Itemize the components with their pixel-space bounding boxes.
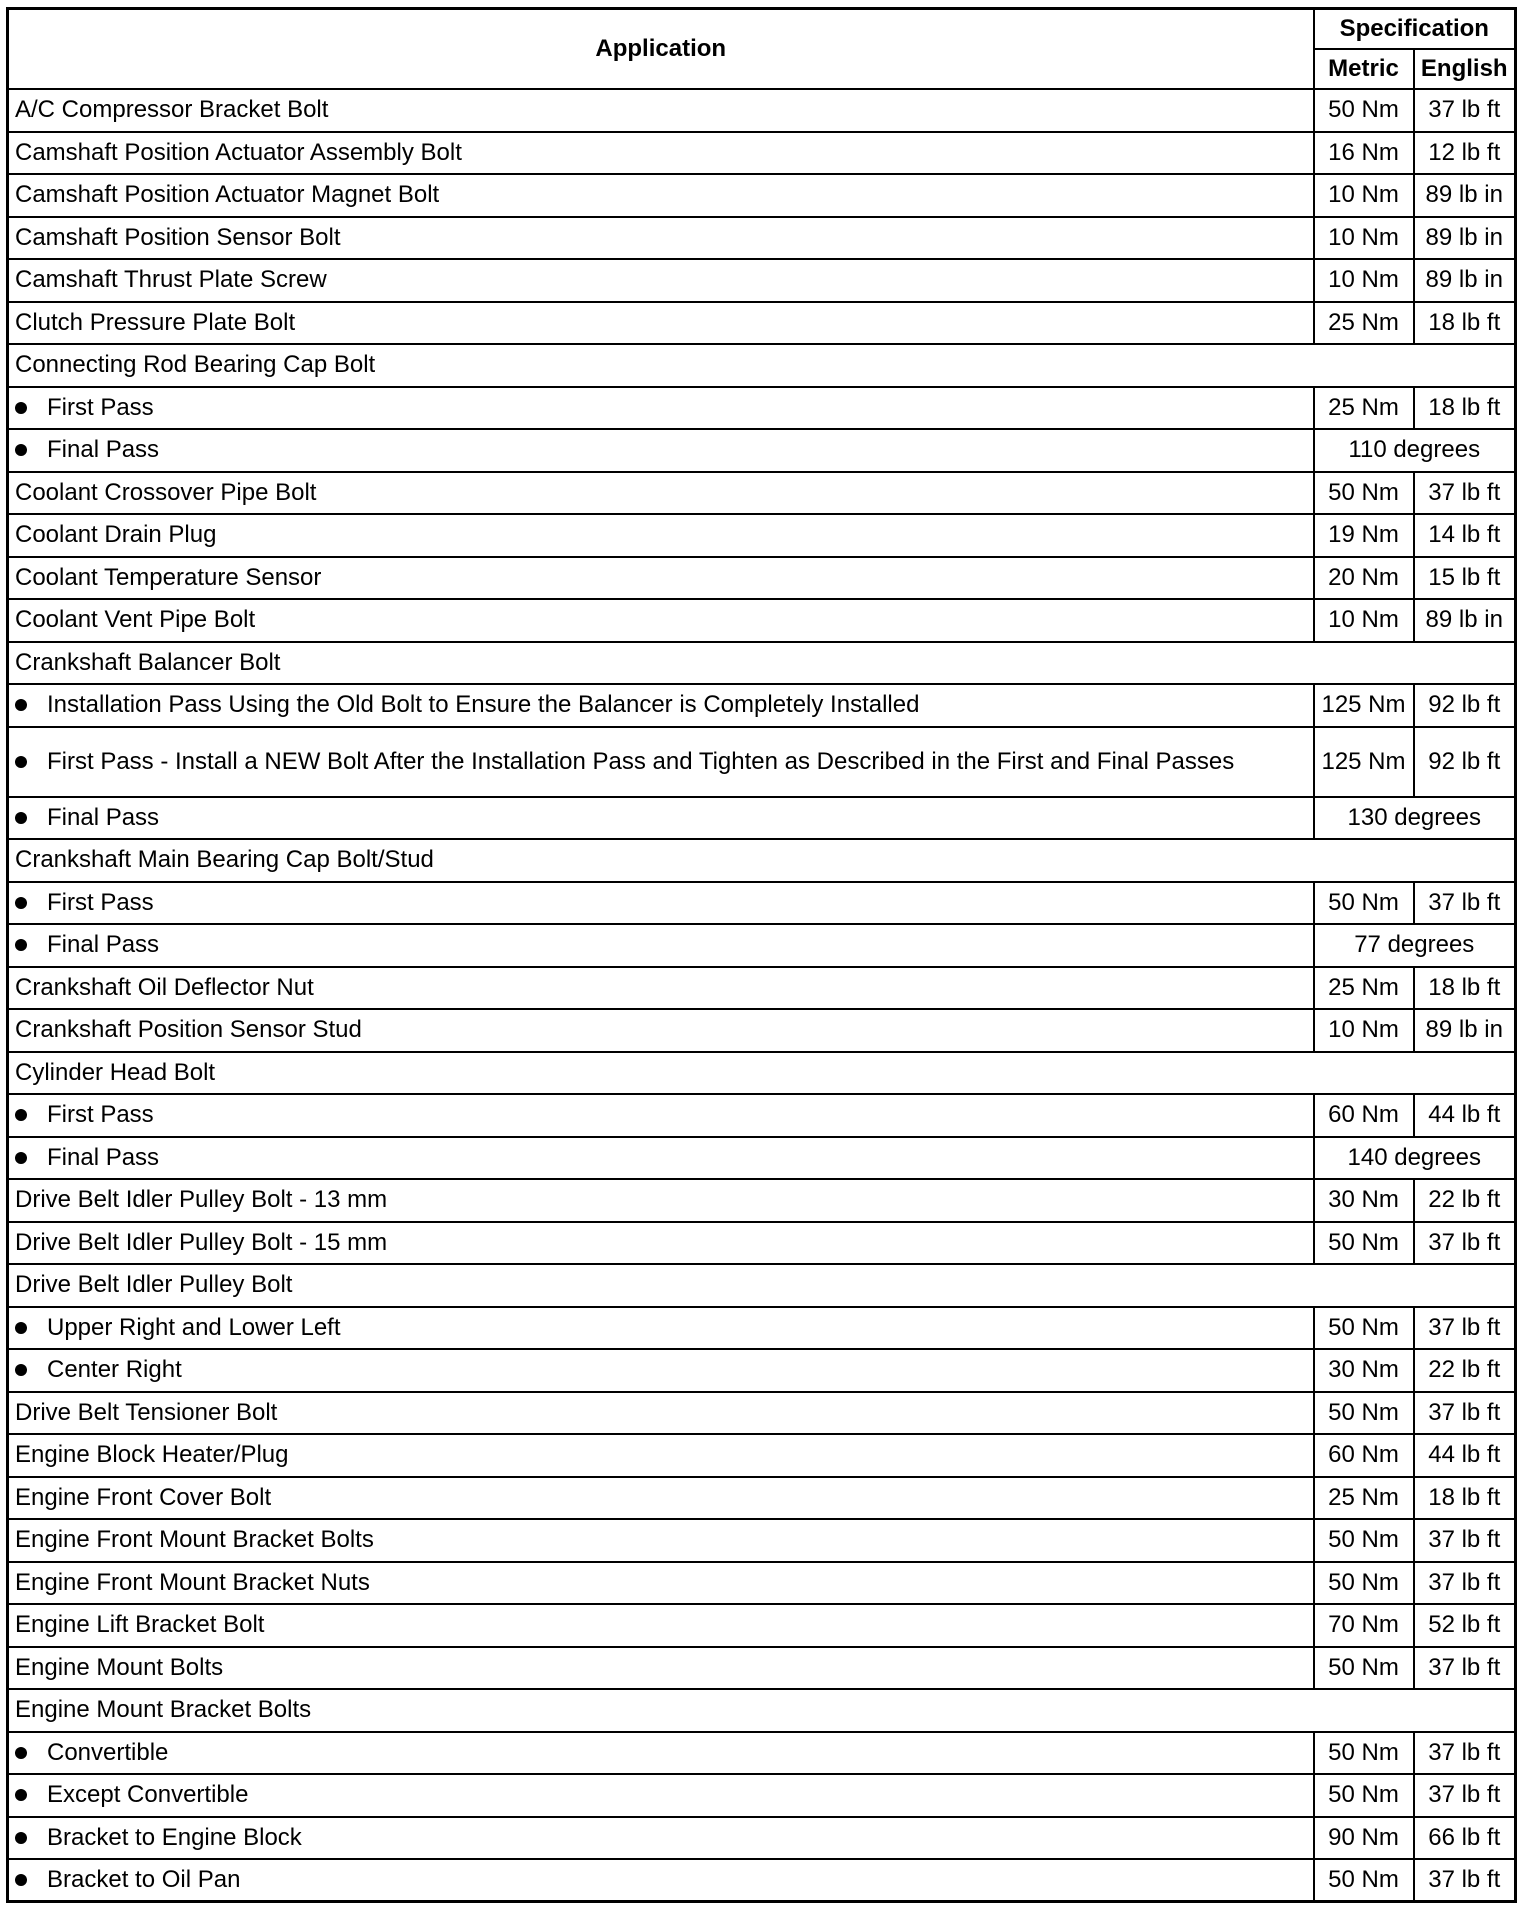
metric-cell: 30 Nm (1314, 1349, 1414, 1392)
sub-application-label: Upper Right and Lower Left (47, 1313, 341, 1341)
table-row (8, 557, 1516, 600)
bullet-icon (15, 897, 27, 909)
group-label: Cylinder Head Bolt (8, 1052, 1516, 1095)
sub-application-label: Final Pass (47, 803, 160, 831)
english-cell: 18 lb ft (1414, 302, 1516, 345)
sub-application-cell (8, 387, 1314, 430)
table-row (8, 1774, 1516, 1817)
english-cell: 37 lb ft (1414, 1392, 1516, 1435)
metric-cell: 16 Nm (1314, 132, 1414, 175)
bullet-icon (15, 1109, 27, 1121)
application-cell: Drive Belt Tensioner Bolt (8, 1392, 1314, 1435)
application-cell: Engine Block Heater/Plug (8, 1434, 1314, 1477)
bullet-icon (15, 812, 27, 824)
sub-application-cell (8, 1349, 1314, 1392)
english-cell: 37 lb ft (1414, 1859, 1516, 1902)
sub-application-label: Convertible (47, 1738, 169, 1766)
table-row (8, 1179, 1516, 1222)
english-cell: 22 lb ft (1414, 1179, 1516, 1222)
metric-cell: 19 Nm (1314, 514, 1414, 557)
sub-application-label: Final Pass (47, 436, 160, 464)
english-cell: 37 lb ft (1414, 1562, 1516, 1605)
sub-application-cell (8, 882, 1314, 925)
metric-cell: 25 Nm (1314, 1477, 1414, 1520)
group-row (8, 344, 1516, 387)
metric-cell: 50 Nm (1314, 1859, 1414, 1902)
english-cell: 66 lb ft (1414, 1817, 1516, 1860)
metric-cell: 50 Nm (1314, 1647, 1414, 1690)
application-cell: Coolant Vent Pipe Bolt (8, 599, 1314, 642)
table-row (8, 1477, 1516, 1520)
application-cell: Drive Belt Idler Pulley Bolt - 13 mm (8, 1179, 1314, 1222)
metric-cell: 60 Nm (1314, 1094, 1414, 1137)
bullet-icon (15, 1874, 27, 1886)
angle-spec-cell: 130 degrees (1314, 797, 1516, 840)
sub-application-cell (8, 1774, 1314, 1817)
bullet-icon (15, 1322, 27, 1334)
bullet-icon (15, 1152, 27, 1164)
group-label: Crankshaft Balancer Bolt (8, 642, 1516, 685)
group-row (8, 642, 1516, 685)
sub-application-cell (8, 1817, 1314, 1860)
english-cell: 37 lb ft (1414, 1732, 1516, 1775)
metric-cell: 30 Nm (1314, 1179, 1414, 1222)
metric-cell: 125 Nm (1314, 684, 1414, 727)
bullet-icon (15, 1364, 27, 1376)
metric-cell: 10 Nm (1314, 259, 1414, 302)
table-row (8, 1307, 1516, 1350)
bullet-icon (15, 1789, 27, 1801)
application-cell: Coolant Temperature Sensor (8, 557, 1314, 600)
group-label: Crankshaft Main Bearing Cap Bolt/Stud (8, 839, 1516, 882)
english-cell: 52 lb ft (1414, 1604, 1516, 1647)
english-cell: 15 lb ft (1414, 557, 1516, 600)
application-cell: Camshaft Position Actuator Assembly Bolt (8, 132, 1314, 175)
metric-cell: 25 Nm (1314, 302, 1414, 345)
sub-application-cell (8, 1732, 1314, 1775)
application-cell: Clutch Pressure Plate Bolt (8, 302, 1314, 345)
group-row (8, 1052, 1516, 1095)
english-cell: 44 lb ft (1414, 1434, 1516, 1477)
english-cell: 89 lb in (1414, 599, 1516, 642)
metric-cell: 25 Nm (1314, 967, 1414, 1010)
metric-cell: 125 Nm (1314, 727, 1414, 797)
application-cell: Drive Belt Idler Pulley Bolt - 15 mm (8, 1222, 1314, 1265)
table-row (8, 1392, 1516, 1435)
table-header (8, 9, 1516, 90)
application-cell: Camshaft Position Actuator Magnet Bolt (8, 174, 1314, 217)
sub-application-cell (8, 924, 1314, 967)
english-cell: 14 lb ft (1414, 514, 1516, 557)
table-row (8, 217, 1516, 260)
sub-application-label: First Pass (47, 393, 154, 421)
english-cell: 89 lb in (1414, 259, 1516, 302)
bullet-icon (15, 756, 27, 768)
sub-application-label: Bracket to Oil Pan (47, 1866, 241, 1893)
table-row (8, 429, 1516, 472)
english-cell: 37 lb ft (1414, 1774, 1516, 1817)
table-row (8, 727, 1516, 797)
application-cell: Engine Lift Bracket Bolt (8, 1604, 1314, 1647)
table-row (8, 967, 1516, 1010)
metric-cell: 60 Nm (1314, 1434, 1414, 1477)
metric-cell: 50 Nm (1314, 89, 1414, 132)
group-row (8, 1689, 1516, 1732)
english-cell: 92 lb ft (1414, 727, 1516, 797)
torque-spec-table (6, 7, 1517, 1903)
application-cell: Coolant Crossover Pipe Bolt (8, 472, 1314, 515)
bullet-icon (15, 1832, 27, 1844)
table-row (8, 1817, 1516, 1860)
application-cell: Engine Front Cover Bolt (8, 1477, 1314, 1520)
table-row (8, 1647, 1516, 1690)
table-row (8, 132, 1516, 175)
sub-application-label: First Pass (47, 1101, 154, 1129)
group-label: Connecting Rod Bearing Cap Bolt (8, 344, 1516, 387)
sub-application-cell (8, 429, 1314, 472)
application-cell: Camshaft Position Sensor Bolt (8, 217, 1314, 260)
metric-cell: 50 Nm (1314, 882, 1414, 925)
application-cell: Engine Front Mount Bracket Nuts (8, 1562, 1314, 1605)
table-row (8, 599, 1516, 642)
sub-application-label: Final Pass (47, 931, 160, 959)
table-row (8, 1732, 1516, 1775)
sub-application-label: First Pass (47, 888, 154, 916)
table-row (8, 174, 1516, 217)
sub-application-cell (8, 727, 1314, 797)
metric-cell: 50 Nm (1314, 1307, 1414, 1350)
application-cell: Crankshaft Oil Deflector Nut (8, 967, 1314, 1010)
application-cell: Camshaft Thrust Plate Screw (8, 259, 1314, 302)
metric-cell: 10 Nm (1314, 1009, 1414, 1052)
table-row (8, 472, 1516, 515)
metric-cell: 50 Nm (1314, 472, 1414, 515)
table-row (8, 882, 1516, 925)
table-row (8, 684, 1516, 727)
english-cell: 18 lb ft (1414, 387, 1516, 430)
metric-cell: 50 Nm (1314, 1774, 1414, 1817)
sub-application-cell (8, 1307, 1314, 1350)
sub-application-label: First Pass - Install a NEW Bolt After the Installation Pass and Tighten as Described in the First and Final Passes (47, 747, 1235, 775)
sub-application-cell (8, 1859, 1314, 1902)
english-cell: 92 lb ft (1414, 684, 1516, 727)
group-row (8, 1264, 1516, 1307)
group-label: Engine Mount Bracket Bolts (8, 1689, 1516, 1732)
metric-cell: 70 Nm (1314, 1604, 1414, 1647)
english-cell: 37 lb ft (1414, 1307, 1516, 1350)
table-row (8, 1222, 1516, 1265)
english-header: English (1414, 49, 1516, 89)
sub-application-cell (8, 797, 1314, 840)
metric-cell: 50 Nm (1314, 1562, 1414, 1605)
english-cell: 37 lb ft (1414, 89, 1516, 132)
table-row (8, 1094, 1516, 1137)
metric-cell: 25 Nm (1314, 387, 1414, 430)
table-row (8, 1562, 1516, 1605)
metric-cell: 50 Nm (1314, 1392, 1414, 1435)
table-row (8, 1137, 1516, 1180)
application-header: Application (8, 9, 1314, 90)
sub-application-label: Installation Pass Using the Old Bolt to Ensure the Balancer is Completely Installed (47, 691, 920, 719)
english-cell: 18 lb ft (1414, 967, 1516, 1010)
angle-spec-cell: 140 degrees (1314, 1137, 1516, 1180)
sub-application-label: Except Convertible (47, 1781, 249, 1809)
metric-cell: 50 Nm (1314, 1519, 1414, 1562)
application-cell: Engine Mount Bolts (8, 1647, 1314, 1690)
sub-application-cell (8, 1137, 1314, 1180)
group-row (8, 839, 1516, 882)
english-cell: 37 lb ft (1414, 1647, 1516, 1690)
table-row (8, 1349, 1516, 1392)
table-row (8, 797, 1516, 840)
english-cell: 37 lb ft (1414, 1519, 1516, 1562)
table-row (8, 259, 1516, 302)
group-label: Drive Belt Idler Pulley Bolt (8, 1264, 1516, 1307)
application-cell: A/C Compressor Bracket Bolt (8, 89, 1314, 132)
sub-application-label: Final Pass (47, 1143, 160, 1171)
metric-cell: 90 Nm (1314, 1817, 1414, 1860)
bullet-icon (15, 402, 27, 414)
angle-spec-cell: 110 degrees (1314, 429, 1516, 472)
english-cell: 89 lb in (1414, 174, 1516, 217)
table-row (8, 89, 1516, 132)
metric-cell: 20 Nm (1314, 557, 1414, 600)
metric-cell: 50 Nm (1314, 1732, 1414, 1775)
metric-cell: 10 Nm (1314, 599, 1414, 642)
specification-header: Specification (1314, 9, 1516, 50)
english-cell: 18 lb ft (1414, 1477, 1516, 1520)
table-row (8, 924, 1516, 967)
table-row (8, 1604, 1516, 1647)
metric-header: Metric (1314, 49, 1414, 89)
metric-cell: 50 Nm (1314, 1222, 1414, 1265)
bullet-icon (15, 699, 27, 711)
english-cell: 37 lb ft (1414, 882, 1516, 925)
bullet-icon (15, 939, 27, 951)
table-row (8, 387, 1516, 430)
table-body (8, 89, 1516, 1902)
application-cell: Crankshaft Position Sensor Stud (8, 1009, 1314, 1052)
table-row (8, 514, 1516, 557)
table-row (8, 1519, 1516, 1562)
application-cell: Engine Front Mount Bracket Bolts (8, 1519, 1314, 1562)
table-row (8, 1434, 1516, 1477)
metric-cell: 10 Nm (1314, 217, 1414, 260)
table-row (8, 302, 1516, 345)
angle-spec-cell: 77 degrees (1314, 924, 1516, 967)
english-cell: 37 lb ft (1414, 1222, 1516, 1265)
english-cell: 37 lb ft (1414, 472, 1516, 515)
english-cell: 22 lb ft (1414, 1349, 1516, 1392)
sub-application-label: Center Right (47, 1356, 182, 1384)
sub-application-label: Bracket to Engine Block (47, 1823, 302, 1851)
bullet-icon (15, 1747, 27, 1759)
table-row (8, 1009, 1516, 1052)
sub-application-cell (8, 1094, 1314, 1137)
english-cell: 89 lb in (1414, 217, 1516, 260)
metric-cell: 10 Nm (1314, 174, 1414, 217)
table-row (8, 1859, 1516, 1902)
bullet-icon (15, 444, 27, 456)
application-cell: Coolant Drain Plug (8, 514, 1314, 557)
english-cell: 44 lb ft (1414, 1094, 1516, 1137)
english-cell: 12 lb ft (1414, 132, 1516, 175)
sub-application-cell (8, 684, 1314, 727)
english-cell: 89 lb in (1414, 1009, 1516, 1052)
